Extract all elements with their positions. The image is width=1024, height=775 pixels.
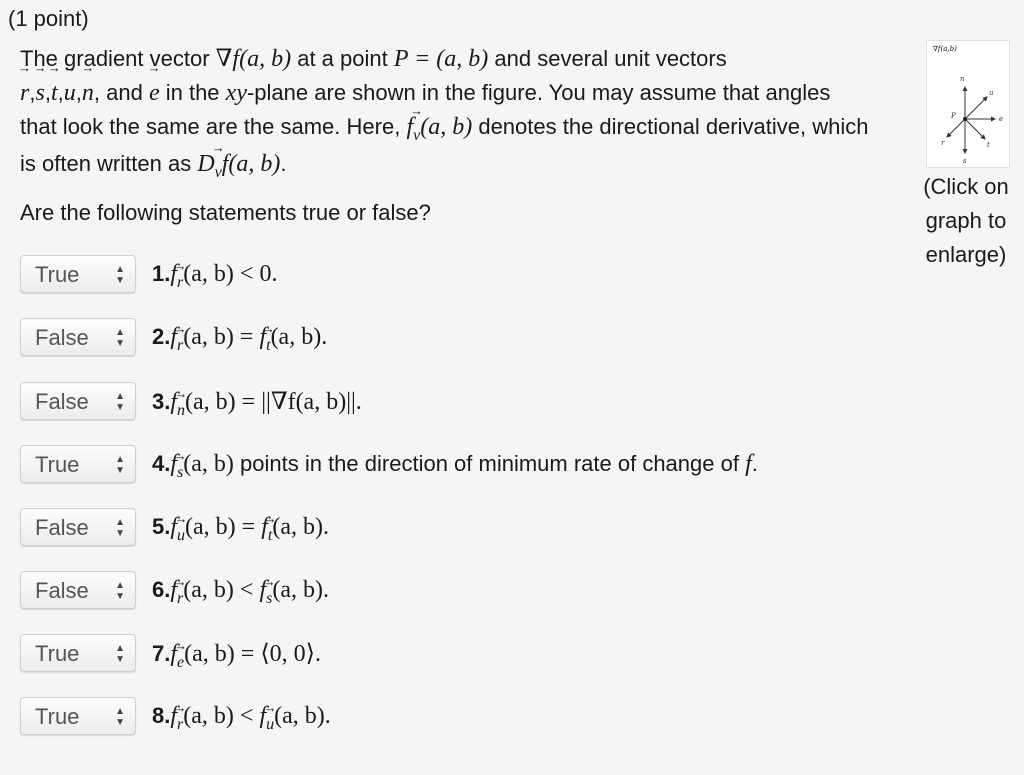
arrow-r bbox=[947, 119, 965, 137]
answer-select-6[interactable]: False ▲ ▼ bbox=[20, 571, 136, 609]
vector-u: → u bbox=[64, 76, 76, 110]
select-arrows-icon: ▲ ▼ bbox=[115, 391, 125, 413]
statement-text-2: 2.f→ r(a, b) = f→ t(a, b). bbox=[152, 324, 327, 351]
select-arrows-icon: ▲ ▼ bbox=[115, 706, 125, 728]
statement-text-5: 5.f→ u(a, b) = f→ t(a, b). bbox=[152, 514, 329, 541]
gradient-expression: ∇f(a, b) bbox=[215, 46, 292, 72]
statement-text-3: 3.f→ n(a, b) = ||∇f(a, b)||. bbox=[152, 387, 362, 416]
statement-row-1 bbox=[20, 254, 277, 294]
statement-row-8 bbox=[20, 696, 331, 736]
statement-row-4 bbox=[20, 444, 758, 484]
answer-select-8[interactable]: True ▲ ▼ bbox=[20, 697, 136, 735]
arrow-u bbox=[965, 97, 987, 119]
point-dot bbox=[963, 117, 967, 121]
problem-prompt: The gradient vector ∇f(a, b) at a point P = (a, b) and several unit vectors → r,→ s,→ t,→ u,→ n, and → e in the xy-plane are shown in the figure. You may assume that angles that look the same are the same. Here, f→ v(a, b) denotes the directional derivative, which is often written as D→ vf(a, b). bbox=[20, 42, 870, 184]
svg-text:t: t bbox=[987, 141, 990, 149]
statement-row-6 bbox=[20, 570, 329, 610]
select-arrows-icon: ▲ ▼ bbox=[115, 643, 125, 665]
select-arrows-icon: ▲ ▼ bbox=[115, 454, 125, 476]
question-text: Are the following statements true or false? bbox=[20, 200, 431, 225]
statement-text-6: 6.f→ r(a, b) < f→ s(a, b). bbox=[152, 577, 329, 604]
enlarge-link[interactable]: (Click on graph to enlarge) bbox=[923, 174, 1009, 267]
vector-t: → t bbox=[51, 76, 58, 110]
answer-select-3[interactable]: False ▲ ▼ bbox=[20, 382, 136, 420]
vector-s: → s bbox=[35, 76, 44, 110]
gradient-label: ∇f(a,b) bbox=[933, 45, 957, 53]
svg-text:u: u bbox=[989, 89, 994, 97]
svg-text:e: e bbox=[999, 115, 1004, 123]
statement-row-2 bbox=[20, 317, 327, 357]
select-arrows-icon: ▲ ▼ bbox=[115, 327, 125, 349]
vector-diagram bbox=[927, 41, 1009, 167]
points-label: (1 point) bbox=[8, 6, 89, 31]
answer-select-2[interactable]: False ▲ ▼ bbox=[20, 318, 136, 356]
vector-figure[interactable] bbox=[926, 40, 1010, 168]
svg-text:P: P bbox=[951, 112, 956, 120]
svg-text:n: n bbox=[960, 75, 965, 83]
arrow-t bbox=[965, 119, 985, 139]
answer-select-1[interactable]: True ▲ ▼ bbox=[20, 255, 136, 293]
vector-e: → e bbox=[149, 76, 160, 110]
point-expression: P = (a, b) bbox=[393, 46, 489, 72]
vector-r: → r bbox=[20, 76, 29, 110]
answer-select-5[interactable]: False ▲ ▼ bbox=[20, 508, 136, 546]
statement-text-8: 8.f→ r(a, b) < f→ u(a, b). bbox=[152, 703, 331, 730]
statement-text-7: 7.f→ e(a, b) = ⟨0, 0⟩. bbox=[152, 639, 321, 668]
svg-text:s: s bbox=[963, 157, 967, 165]
statement-row-3 bbox=[20, 381, 362, 421]
statement-row-7 bbox=[20, 633, 321, 673]
vector-n: → n bbox=[82, 76, 94, 110]
select-arrows-icon: ▲ ▼ bbox=[115, 517, 125, 539]
select-arrows-icon: ▲ ▼ bbox=[115, 264, 125, 286]
statement-text-4: 4.f→ s(a, b) points in the direction of minimum rate of change of f. bbox=[152, 451, 758, 478]
statement-row-5 bbox=[20, 507, 329, 547]
select-arrows-icon: ▲ ▼ bbox=[115, 580, 125, 602]
answer-select-4[interactable]: True ▲ ▼ bbox=[20, 445, 136, 483]
answer-select-7[interactable]: True ▲ ▼ bbox=[20, 634, 136, 672]
svg-text:r: r bbox=[941, 139, 945, 147]
statement-text-1: 1.f→ r(a, b) < 0. bbox=[152, 261, 277, 288]
